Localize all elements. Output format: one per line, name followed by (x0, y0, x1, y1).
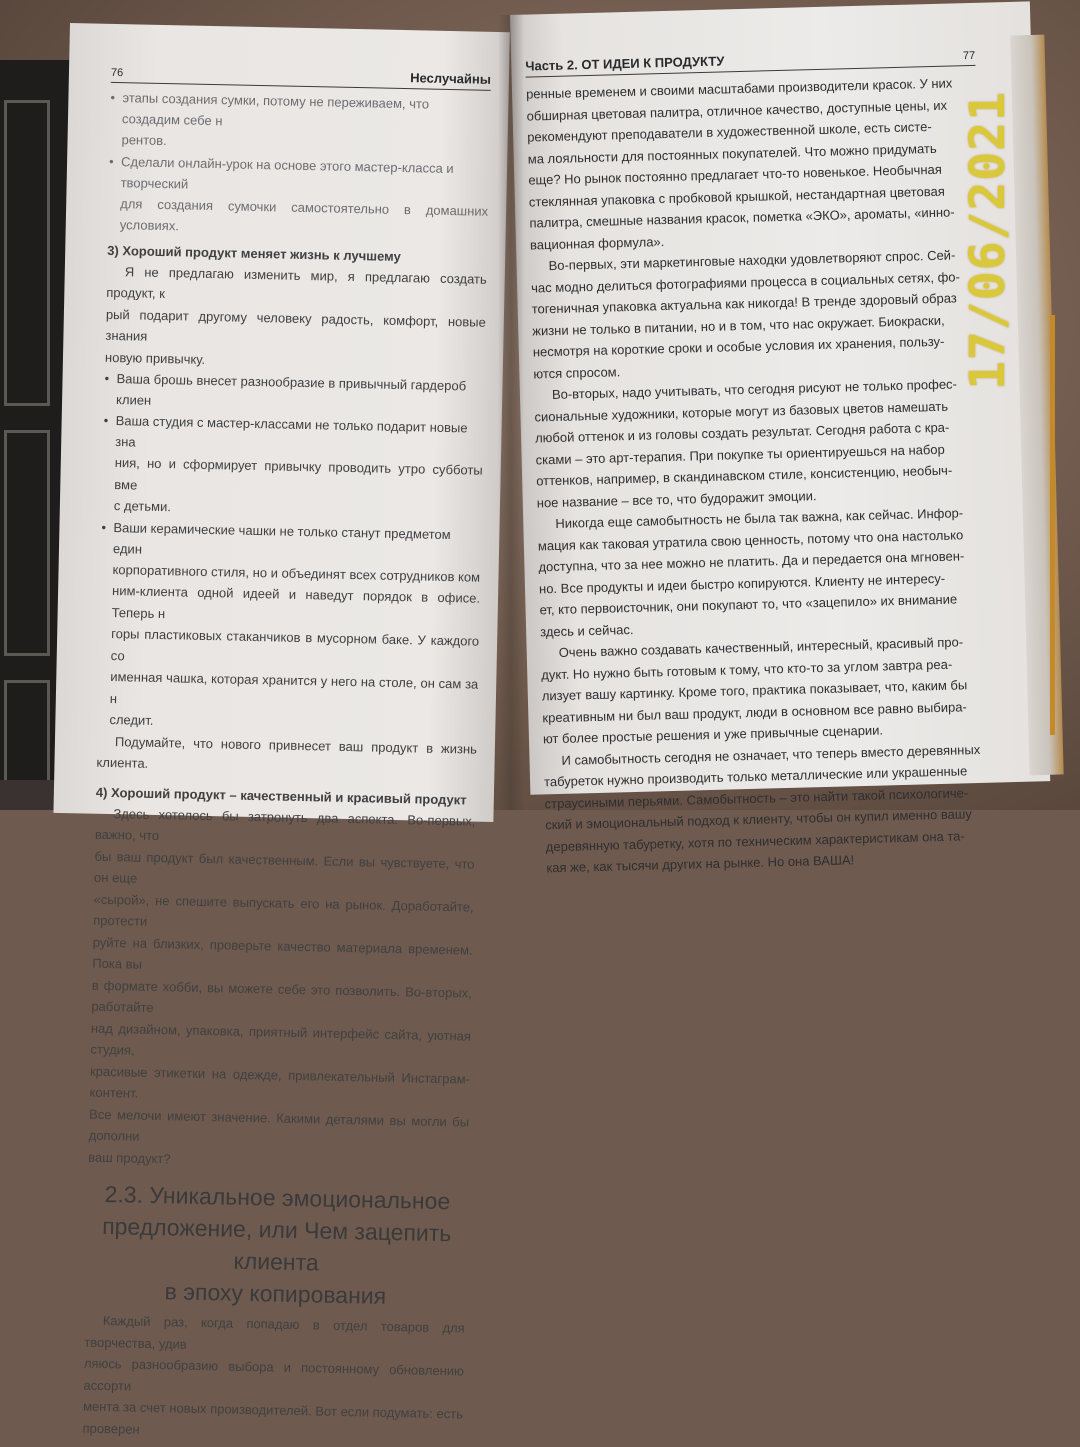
text-line: креативным ни был ваш продукт, люди в основном все равно выбира- (542, 698, 967, 725)
text-line: но. Все продукты и идеи быстро копируются. Клиенту не интересу- (538, 570, 946, 596)
text-line: для создания сумочки самостоятельно в домашних условиях. (119, 195, 489, 234)
date-stamp: 17/06/2021 (960, 91, 1016, 390)
text-line: ет, кто первоисточник, они покупают то, что «зацепило» их внимание (539, 591, 958, 618)
left-page-number: 76 (110, 66, 124, 80)
text-line: рекомендуют преподаватели в художественной школе, есть систе- (527, 119, 932, 145)
text-line: ский и эмоциональный подход к клиенту, чтобы он купил именно вашу (545, 806, 972, 833)
text-line: над дизайном, упаковка, приятный интерфейс сайта, уютная студия, (90, 1020, 472, 1058)
text-line: горы пластиковых стаканчиков в мусорном баке. У каждого со (110, 625, 480, 663)
text-line: несмотря на короткие сроки и особые условия их хранения, пользу- (532, 333, 945, 360)
text-line: Очень важно создавать качественный, интересный, красивый про- (558, 634, 964, 660)
right-running-title: Часть 2. ОТ ИДЕИ К ПРОДУКТУ (525, 53, 725, 74)
text-line: ним-клиента одной идеей и наведут порядок в офисе. Теперь н (111, 583, 481, 621)
text-line: здесь и сейчас. (539, 621, 634, 639)
text-line: в формате хобби, вы можете себе это позволить. Во-вторых, работайте (91, 977, 472, 1015)
text-line: кая же, как тысячи других на рынке. Но она ВАША! (546, 852, 855, 876)
text-line: руйте на близких, проверьте качество материала временем. Пока вы (92, 934, 473, 972)
left-page-text (82, 64, 491, 1447)
text-line: «сырой», не спешите выпускать его на рынок. Доработайте, протести (93, 891, 474, 929)
text-line: жизни не только в питании, но и в том, что нас окружает. Биокраски, (532, 312, 945, 339)
text-line: Никогда еще самобытность не была так важна, как сейчас. Инфор- (555, 505, 964, 531)
text-line: обширная цветовая палитра, отличное качество, доступные цены, их (526, 97, 948, 124)
text-line: оттенков, например, в скандинавском стиле, консистенцию, необыч- (536, 462, 953, 489)
text-line: • Сделали онлайн-урок на основе этого мастер-класса и творческий (108, 150, 489, 200)
text-line: • Ваши керамические чашки не только станут предметом един (101, 516, 482, 566)
open-book (70, 15, 1055, 1437)
section-title-line: 2.3. Уникальное эмоциональное (104, 1180, 451, 1215)
text-line: новую привычку. (104, 349, 206, 367)
section-title-line: предложение, или Чем зацепить клиента (101, 1212, 452, 1276)
text-line: • этапы создания сумки, потому не переживаем, что создадим себе н (110, 87, 491, 137)
text-line: с детьми. (113, 498, 172, 515)
text-line: мента за счет новых производителей. Вот если подумать: есть проверен (82, 1398, 464, 1437)
text-line: мация как таковая утратила свою ценность, потому что она настолько (537, 526, 964, 553)
frame-decoration (4, 430, 50, 656)
text-line: следит. (109, 711, 154, 728)
text-line: рый подарит другому человеку радость, комфорт, новые знания (105, 306, 486, 344)
text-line: стеклянная упаковка с пробковой крышкой, нестандартная цветовая (528, 183, 945, 210)
section-title (85, 1178, 468, 1314)
text-line: бы ваш продукт был качественным. Если вы чувствуете, что он еще (93, 848, 475, 886)
text-line: доступна, что за нее можно не платить. Да и передается она мгновен- (538, 548, 965, 575)
text-line: Каждый раз, когда попадаю в отдел товаров для творчества, удив (84, 1312, 465, 1352)
text-line: деревянную табуретку, хотя по техническим характеристикам она та- (545, 827, 965, 854)
text-line: дукт. Но нужно быть готовым к тому, что кто-то за углом завтра реа- (541, 656, 953, 682)
left-page (53, 23, 509, 1437)
text-line: тогеничная упаковка актуальна как никогда! В тренде здоровый образ (531, 290, 957, 317)
text-line: ляюсь разнообразию выбора и постоянному обновлению ассорти (83, 1355, 465, 1394)
text-line: ренные временем и своими масштабами производители красок. У них (525, 75, 953, 102)
text-line: ются спросом. (533, 363, 621, 382)
text-line: час модно делиться фотографиями процесса в социальных сетях, фо- (530, 268, 961, 296)
right-page-text (525, 47, 996, 879)
text-line: корпоративного стиля, но и объединят всех сотрудников ком (112, 561, 481, 585)
text-line: Подумайте, что нового привнесет ваш продукт в жизнь клиента. (96, 733, 478, 771)
text-line: табуреток нужно производить только металлические или украшенные (543, 763, 968, 790)
text-line: ное название – все то, что будоражит эмоции. (536, 487, 817, 510)
text-line: палитра, смешные названия красок, пометка «ЭКО», ароматы, «инно- (529, 204, 955, 231)
text-line: красивые этикетки на одежде, привлекательный Инстаграм-контент. (89, 1063, 471, 1101)
text-line: Все мелочи имеют значение. Какими деталями вы могли бы дополни (88, 1106, 470, 1144)
text-line: рентов. (121, 132, 167, 149)
text-line: ния, но и сформирует привычку проводить утро субботы вме (114, 455, 483, 493)
subheading: 4) Хороший продукт – качественный и красивый продукт (95, 784, 467, 807)
text-line: сками – это арт-терапия. При покупке ты ориентируешься на набор (535, 441, 945, 467)
frame-decoration (4, 100, 50, 406)
text-line: Во-первых, эти маркетинговые находки удовлетворяют спрос. Сей- (548, 247, 956, 274)
text-line: сиональные художники, которые могут из базовых цветов намешать (534, 398, 949, 424)
right-page-number: 77 (962, 49, 976, 63)
text-line: ваш продукт? (88, 1149, 171, 1166)
text-line: • Ваша брошь внесет разнообразие в привычный гардероб клиен (104, 368, 485, 418)
text-line: именная чашка, которая хранится у него на столе, он сам за н (109, 668, 479, 706)
text-line: И самобытность сегодня не означает, что теперь вместо деревянных (561, 741, 981, 768)
text-line: страусиными перьями. Самобытность – это найти такой психологиче- (544, 784, 969, 811)
text-line: любой оттенок и из головы создать результат. Сегодня работа с кра- (534, 419, 950, 446)
text-line: Здесь хотелось бы затронуть два аспекта. Во-первых, важно, что (94, 805, 476, 844)
cover-edge (1050, 315, 1055, 735)
book-gutter-shadow (498, 15, 524, 810)
text-line: ма лояльности для постоянных покупателей. Что можно придумать (527, 140, 937, 167)
text-line: Я не предлагаю изменить мир, я предлагаю создать продукт, к (106, 263, 487, 302)
text-line: • Ваша студия с мастер-классами не только подарит новые зна (103, 410, 484, 460)
section-title-line: в эпоху копирования (164, 1278, 387, 1309)
subheading: 3) Хороший продукт меняет жизнь к лучшему (107, 242, 401, 264)
left-running-title: Неслучайны (410, 70, 492, 87)
text-line: лизует вашу картинку. Кроме того, практика показывает, что, каким бы (541, 677, 968, 704)
text-line: Во-вторых, надо учитывать, что сегодня рисуют не только профес- (551, 376, 958, 403)
text-line: вационная формула». (529, 233, 665, 253)
text-line: ют более простые решения и уже привычные сценарии. (542, 722, 884, 747)
text-line: еще? Но рынок постоянно предлагает что-то новенькое. Необычная (528, 161, 942, 188)
